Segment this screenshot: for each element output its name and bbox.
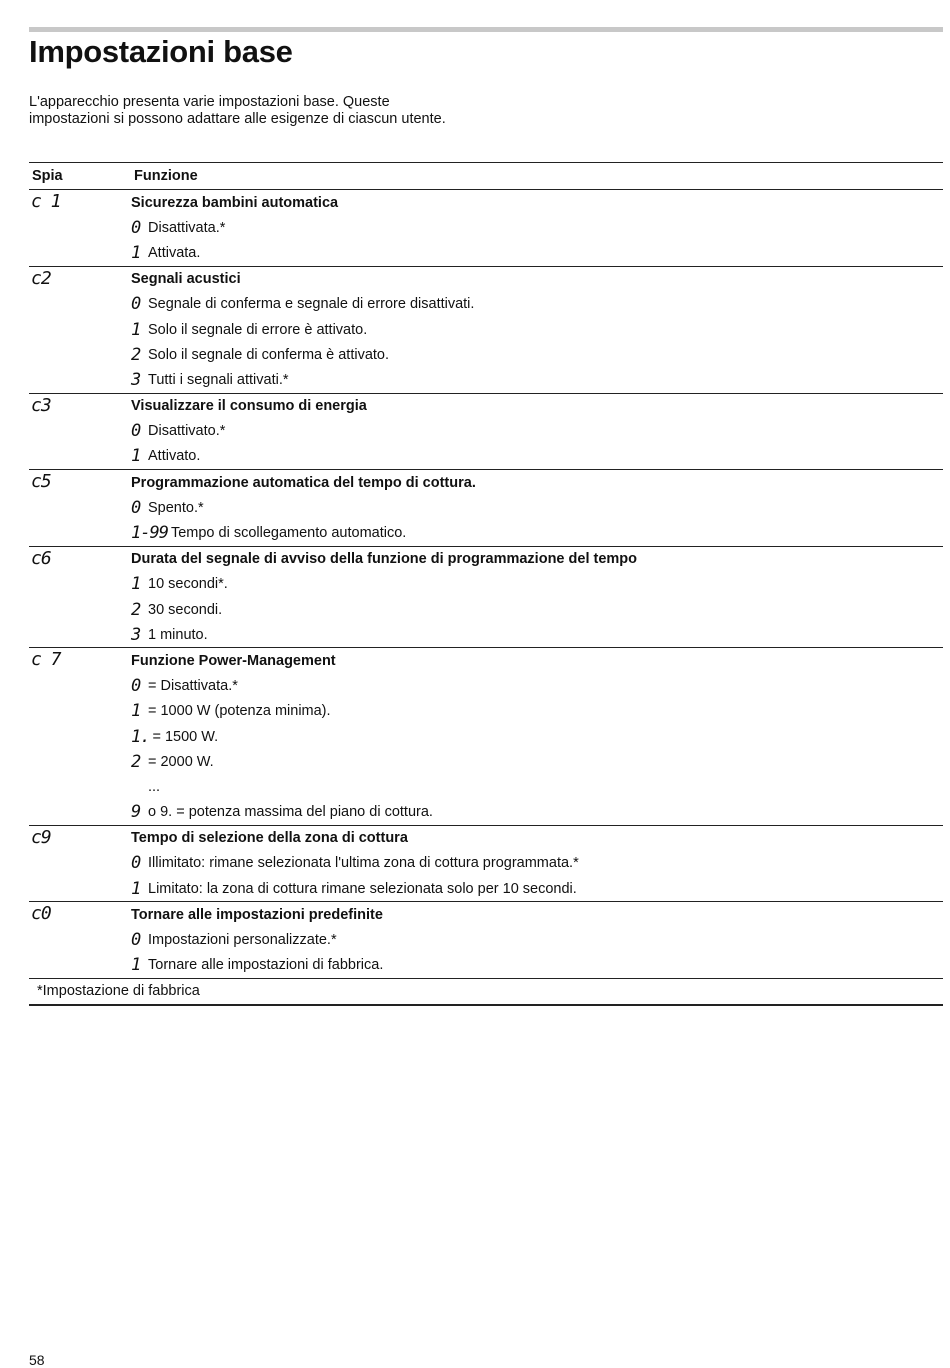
option-line [131,342,943,367]
option-line [131,699,943,724]
function-title: Segnali acustici [131,271,241,288]
indicator-cell [29,393,131,470]
option-line [131,927,943,952]
indicator-code: c2 [31,267,51,289]
option-value: 1-99 [131,523,168,544]
option-line [131,674,943,699]
option-text: Disattivata.* [148,219,226,236]
function-cell [131,546,943,648]
option-line [131,240,943,265]
function-cell [131,266,943,393]
indicator-cell [29,470,131,547]
header-spia: Spia [32,168,63,184]
setting-group [29,266,943,393]
indicator-code: c 7 [31,649,61,671]
setting-group [29,393,943,470]
option-line [131,215,943,240]
table-header-row [29,163,943,190]
page-number: 58 [29,1352,45,1368]
intro-text: L'apparecchio presenta varie impostazioni base. Queste impostazioni si possono adattare alle esigenze di ciascun utente. [29,94,446,127]
option-line [131,749,943,774]
option-line [131,953,943,978]
setting-group [29,825,943,902]
option-value: 1 [131,242,141,263]
option-value: 2 [131,751,141,772]
option-text: ... [148,778,161,795]
option-text: Tutti i segnali attivati.* [148,371,289,388]
top-rule [29,27,943,32]
option-value: 0 [131,294,141,315]
option-value: 3 [131,624,141,645]
footnote-row [29,978,943,1005]
option-value: 1 [131,574,141,595]
function-title: Programmazione automatica del tempo di cottura. [131,474,476,491]
option-line [131,876,943,901]
indicator-code: c 1 [31,191,61,212]
option-text: Tornare alle impostazioni di fabbrica. [148,957,384,974]
header-funzione: Funzione [134,168,198,184]
table-row [29,470,943,547]
option-text: Illimitato: rimane selezionata l'ultima zona di cottura programmata.* [148,855,579,872]
indicator-code: c3 [31,394,51,416]
option-value: 1. [131,726,150,747]
function-cell [131,393,943,470]
table-row [29,648,943,825]
option-text: Attivato. [148,448,201,465]
option-text: Solo il segnale di errore è attivato. [148,321,368,338]
page-title: Impostazioni base [29,34,293,69]
option-value: 0 [131,676,141,697]
option-line [131,419,943,444]
footnote: *Impostazione di fabbrica [29,978,943,1005]
setting-group [29,470,943,547]
indicator-code: c6 [31,547,51,569]
option-text: Impostazioni personalizzate.* [148,932,337,949]
option-text: = 2000 W. [148,753,214,770]
option-line [131,495,943,520]
indicator-cell [29,546,131,648]
function-title: Funzione Power-Management [131,652,336,669]
option-line [131,444,943,469]
option-line [131,597,943,622]
option-value: 1 [131,446,141,467]
function-cell [131,190,943,267]
indicator-code: c0 [31,903,51,925]
indicator-code: c9 [31,826,51,848]
option-line [131,851,943,876]
option-value: 2 [131,599,141,620]
setting-group [29,902,943,979]
option-value: 2 [131,344,141,365]
function-title: Tempo di selezione della zona di cottura [131,830,408,847]
function-cell [131,825,943,902]
option-line [131,800,943,825]
option-value: 0 [131,930,141,951]
settings-table [29,162,943,1006]
table-row [29,266,943,393]
option-text: 1 minuto. [148,626,208,643]
option-value: 3 [131,369,141,390]
indicator-cell [29,902,131,979]
option-text: 10 secondi*. [148,576,228,593]
option-text: = 1500 W. [152,728,219,745]
option-text: Disattivato.* [148,423,226,440]
option-value: 1 [131,319,141,340]
function-title: Sicurezza bambini automatica [131,194,339,211]
function-title: Visualizzare il consumo di energia [131,398,367,415]
option-line [131,520,943,545]
table-row [29,546,943,648]
option-text: 30 secondi. [148,601,223,618]
option-value: 1 [131,701,141,722]
setting-group [29,190,943,267]
function-cell [131,648,943,825]
option-line [131,572,943,597]
indicator-cell [29,648,131,825]
indicator-cell [29,825,131,902]
setting-group [29,546,943,648]
table-row [29,393,943,470]
option-value: 0 [131,853,141,874]
option-value: 1 [131,955,141,976]
option-text: Attivata. [148,244,201,261]
table-row [29,902,943,979]
option-text: Tempo di scollegamento automatico. [170,525,407,542]
option-line [131,317,943,342]
option-text: o 9. = potenza massima del piano di cottura. [148,804,433,821]
option-text: Spento.* [148,499,204,516]
option-value: 9 [131,802,141,823]
option-line [131,724,943,749]
option-line [131,367,943,392]
option-text: = 1000 W (potenza minima). [148,703,331,720]
function-title: Tornare alle impostazioni predefinite [131,906,383,923]
indicator-code: c5 [31,471,51,493]
setting-group [29,648,943,825]
indicator-cell [29,190,131,267]
option-text: Limitato: la zona di cottura rimane selezionata solo per 10 secondi. [148,880,577,897]
option-value: 1 [131,878,141,899]
table-row [29,825,943,902]
option-value: 0 [131,217,141,238]
option-line [131,774,943,799]
option-text: Segnale di conferma e segnale di errore disattivati. [148,296,475,313]
function-title: Durata del segnale di avviso della funzione di programmazione del tempo [131,551,637,568]
option-line [131,622,943,647]
indicator-cell [29,266,131,393]
option-text: = Disattivata.* [148,678,238,695]
option-value: 0 [131,497,141,518]
table-row [29,190,943,267]
function-cell [131,902,943,979]
option-value: 0 [131,421,141,442]
option-text: Solo il segnale di conferma è attivato. [148,346,389,363]
function-cell [131,470,943,547]
option-line [131,292,943,317]
